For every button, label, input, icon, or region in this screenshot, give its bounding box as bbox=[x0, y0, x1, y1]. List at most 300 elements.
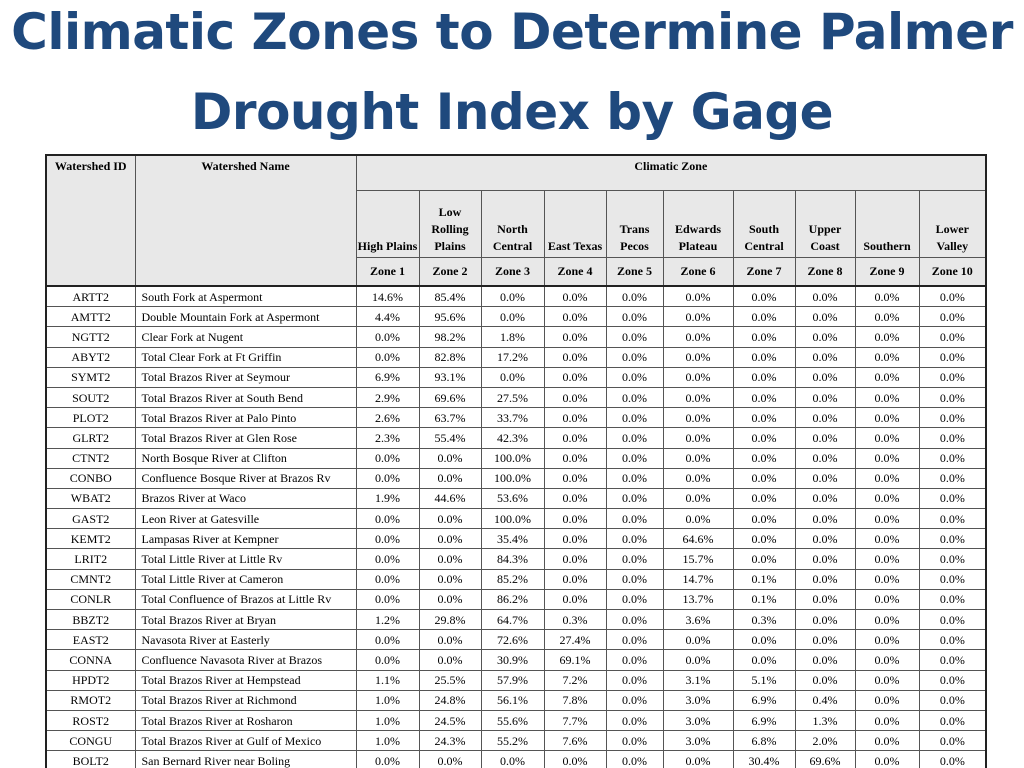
zone-percent-cell: 57.9% bbox=[481, 670, 544, 690]
zone-percent-cell: 0.0% bbox=[919, 690, 986, 710]
zone-percent-cell: 0.0% bbox=[606, 468, 663, 488]
zone-percent-cell: 0.0% bbox=[663, 650, 733, 670]
zone-percent-cell: 24.3% bbox=[419, 731, 481, 751]
zone-number-header: Zone 1 bbox=[356, 258, 419, 287]
zone-percent-cell: 0.0% bbox=[919, 448, 986, 468]
zone-percent-cell: 0.4% bbox=[795, 690, 855, 710]
zone-percent-cell: 0.0% bbox=[606, 710, 663, 730]
zone-percent-cell: 69.1% bbox=[544, 650, 606, 670]
zone-percent-cell: 0.0% bbox=[356, 347, 419, 367]
table-row bbox=[46, 387, 986, 407]
zone-name-header: North Central bbox=[481, 191, 544, 258]
watershed-name-cell: Confluence Bosque River at Brazos Rv bbox=[135, 468, 356, 488]
zone-percent-cell: 5.1% bbox=[733, 670, 795, 690]
zone-percent-cell: 1.3% bbox=[795, 710, 855, 730]
table-row bbox=[46, 529, 986, 549]
table-row bbox=[46, 286, 986, 307]
zone-percent-cell: 0.0% bbox=[419, 650, 481, 670]
zone-percent-cell: 0.0% bbox=[606, 327, 663, 347]
zone-percent-cell: 82.8% bbox=[419, 347, 481, 367]
zone-name-header: Southern bbox=[855, 191, 919, 258]
zone-percent-cell: 0.0% bbox=[733, 529, 795, 549]
watershed-id-cell: BBZT2 bbox=[46, 610, 135, 630]
zone-percent-cell: 0.0% bbox=[855, 509, 919, 529]
watershed-id-cell: HPDT2 bbox=[46, 670, 135, 690]
zone-name-header: Edwards Plateau bbox=[663, 191, 733, 258]
zone-percent-cell: 4.4% bbox=[356, 307, 419, 327]
zone-percent-cell: 6.9% bbox=[733, 690, 795, 710]
zone-percent-cell: 0.0% bbox=[356, 529, 419, 549]
zone-percent-cell: 0.0% bbox=[544, 509, 606, 529]
watershed-id-cell: CONLR bbox=[46, 589, 135, 609]
zone-percent-cell: 0.0% bbox=[606, 690, 663, 710]
zone-percent-cell: 1.1% bbox=[356, 670, 419, 690]
watershed-name-cell: North Bosque River at Clifton bbox=[135, 448, 356, 468]
zone-percent-cell: 100.0% bbox=[481, 509, 544, 529]
zone-percent-cell: 0.0% bbox=[855, 347, 919, 367]
zone-percent-cell: 0.0% bbox=[733, 488, 795, 508]
zone-percent-cell: 6.9% bbox=[733, 710, 795, 730]
zone-percent-cell: 0.0% bbox=[855, 569, 919, 589]
zone-percent-cell: 0.0% bbox=[919, 650, 986, 670]
zone-percent-cell: 0.0% bbox=[855, 690, 919, 710]
zone-percent-cell: 0.0% bbox=[544, 549, 606, 569]
zone-percent-cell: 0.0% bbox=[919, 549, 986, 569]
zone-percent-cell: 0.0% bbox=[544, 488, 606, 508]
zone-percent-cell: 0.0% bbox=[795, 509, 855, 529]
zone-percent-cell: 0.0% bbox=[795, 488, 855, 508]
zone-percent-cell: 0.0% bbox=[795, 650, 855, 670]
watershed-name-cell: San Bernard River near Boling bbox=[135, 751, 356, 768]
zone-percent-cell: 2.0% bbox=[795, 731, 855, 751]
watershed-id-cell: WBAT2 bbox=[46, 488, 135, 508]
zone-percent-cell: 0.0% bbox=[919, 428, 986, 448]
zone-percent-cell: 0.0% bbox=[606, 569, 663, 589]
zone-percent-cell: 0.0% bbox=[855, 367, 919, 387]
zone-percent-cell: 0.0% bbox=[733, 367, 795, 387]
zone-percent-cell: 1.8% bbox=[481, 327, 544, 347]
watershed-name-cell: Total Brazos River at Richmond bbox=[135, 690, 356, 710]
zone-percent-cell: 0.0% bbox=[795, 468, 855, 488]
zone-percent-cell: 55.4% bbox=[419, 428, 481, 448]
watershed-id-cell: GAST2 bbox=[46, 509, 135, 529]
zone-percent-cell: 0.0% bbox=[795, 630, 855, 650]
zone-percent-cell: 0.0% bbox=[606, 509, 663, 529]
zone-percent-cell: 3.0% bbox=[663, 690, 733, 710]
zone-percent-cell: 0.0% bbox=[606, 307, 663, 327]
zone-percent-cell: 27.4% bbox=[544, 630, 606, 650]
zone-percent-cell: 30.4% bbox=[733, 751, 795, 768]
zone-percent-cell: 0.0% bbox=[795, 347, 855, 367]
zone-percent-cell: 7.7% bbox=[544, 710, 606, 730]
watershed-name-cell: Navasota River at Easterly bbox=[135, 630, 356, 650]
table-row bbox=[46, 327, 986, 347]
table-header bbox=[46, 155, 986, 286]
zone-number-header: Zone 5 bbox=[606, 258, 663, 287]
watershed-id-cell: SOUT2 bbox=[46, 387, 135, 407]
zone-percent-cell: 0.0% bbox=[419, 569, 481, 589]
zone-percent-cell: 0.0% bbox=[795, 286, 855, 307]
zone-percent-cell: 0.0% bbox=[855, 387, 919, 407]
zone-percent-cell: 3.0% bbox=[663, 731, 733, 751]
zone-percent-cell: 0.0% bbox=[663, 286, 733, 307]
zone-percent-cell: 98.2% bbox=[419, 327, 481, 347]
zone-number-header: Zone 3 bbox=[481, 258, 544, 287]
zone-percent-cell: 0.0% bbox=[606, 529, 663, 549]
zone-percent-cell: 0.0% bbox=[919, 286, 986, 307]
zone-percent-cell: 0.0% bbox=[606, 549, 663, 569]
zone-percent-cell: 0.0% bbox=[663, 387, 733, 407]
table-row bbox=[46, 710, 986, 730]
zone-percent-cell: 85.4% bbox=[419, 286, 481, 307]
table-row bbox=[46, 428, 986, 448]
zone-percent-cell: 0.0% bbox=[733, 387, 795, 407]
zone-percent-cell: 0.0% bbox=[481, 286, 544, 307]
zone-percent-cell: 0.0% bbox=[419, 529, 481, 549]
zone-percent-cell: 0.0% bbox=[855, 650, 919, 670]
zone-percent-cell: 0.0% bbox=[663, 367, 733, 387]
zone-percent-cell: 0.0% bbox=[733, 509, 795, 529]
zone-percent-cell: 0.3% bbox=[733, 610, 795, 630]
watershed-name-cell: Total Little River at Little Rv bbox=[135, 549, 356, 569]
watershed-name-cell: Double Mountain Fork at Aspermont bbox=[135, 307, 356, 327]
zone-percent-cell: 1.0% bbox=[356, 690, 419, 710]
zone-percent-cell: 0.0% bbox=[855, 488, 919, 508]
table-row bbox=[46, 468, 986, 488]
zone-percent-cell: 0.0% bbox=[356, 327, 419, 347]
zone-percent-cell: 0.0% bbox=[855, 630, 919, 650]
zone-percent-cell: 0.0% bbox=[855, 286, 919, 307]
zone-percent-cell: 0.0% bbox=[919, 307, 986, 327]
zone-percent-cell: 35.4% bbox=[481, 529, 544, 549]
zone-percent-cell: 0.0% bbox=[419, 448, 481, 468]
zone-percent-cell: 0.0% bbox=[356, 650, 419, 670]
zone-percent-cell: 13.7% bbox=[663, 589, 733, 609]
zone-percent-cell: 24.8% bbox=[419, 690, 481, 710]
zone-percent-cell: 0.0% bbox=[919, 731, 986, 751]
table-row bbox=[46, 488, 986, 508]
zone-percent-cell: 0.0% bbox=[544, 468, 606, 488]
zone-percent-cell: 0.0% bbox=[544, 428, 606, 448]
watershed-name-cell: Total Brazos River at South Bend bbox=[135, 387, 356, 407]
table-row bbox=[46, 307, 986, 327]
zone-percent-cell: 86.2% bbox=[481, 589, 544, 609]
zone-percent-cell: 0.0% bbox=[855, 327, 919, 347]
watershed-id-cell: NGTT2 bbox=[46, 327, 135, 347]
zone-percent-cell: 0.0% bbox=[919, 710, 986, 730]
zone-percent-cell: 0.0% bbox=[663, 327, 733, 347]
zone-percent-cell: 69.6% bbox=[795, 751, 855, 768]
zone-percent-cell: 0.0% bbox=[663, 509, 733, 529]
watershed-name-cell: Total Clear Fork at Ft Griffin bbox=[135, 347, 356, 367]
zone-percent-cell: 69.6% bbox=[419, 387, 481, 407]
zone-percent-cell: 0.0% bbox=[356, 630, 419, 650]
table-row bbox=[46, 408, 986, 428]
zone-percent-cell: 0.0% bbox=[544, 589, 606, 609]
zone-percent-cell: 0.0% bbox=[606, 589, 663, 609]
watershed-name-cell: Brazos River at Waco bbox=[135, 488, 356, 508]
table-row bbox=[46, 509, 986, 529]
climatic-zone-table bbox=[45, 154, 987, 768]
zone-percent-cell: 0.0% bbox=[855, 751, 919, 768]
watershed-name-cell: Leon River at Gatesville bbox=[135, 509, 356, 529]
zone-name-header: Lower Valley bbox=[919, 191, 986, 258]
zone-percent-cell: 7.2% bbox=[544, 670, 606, 690]
zone-percent-cell: 0.0% bbox=[544, 307, 606, 327]
zone-percent-cell: 72.6% bbox=[481, 630, 544, 650]
zone-number-header: Zone 2 bbox=[419, 258, 481, 287]
table-row bbox=[46, 549, 986, 569]
table-row bbox=[46, 589, 986, 609]
watershed-id-cell: CTNT2 bbox=[46, 448, 135, 468]
zone-percent-cell: 0.0% bbox=[544, 286, 606, 307]
zone-percent-cell: 1.0% bbox=[356, 710, 419, 730]
zone-percent-cell: 0.0% bbox=[606, 347, 663, 367]
zone-percent-cell: 0.0% bbox=[544, 347, 606, 367]
zone-percent-cell: 0.0% bbox=[663, 347, 733, 367]
watershed-name-cell: Total Brazos River at Gulf of Mexico bbox=[135, 731, 356, 751]
zone-percent-cell: 17.2% bbox=[481, 347, 544, 367]
watershed-id-cell: GLRT2 bbox=[46, 428, 135, 448]
zone-percent-cell: 0.0% bbox=[663, 448, 733, 468]
zone-percent-cell: 29.8% bbox=[419, 610, 481, 630]
zone-name-header: South Central bbox=[733, 191, 795, 258]
zone-percent-cell: 0.0% bbox=[855, 710, 919, 730]
zone-percent-cell: 0.0% bbox=[855, 448, 919, 468]
zone-percent-cell: 93.1% bbox=[419, 367, 481, 387]
zone-percent-cell: 56.1% bbox=[481, 690, 544, 710]
zone-percent-cell: 0.0% bbox=[663, 468, 733, 488]
zone-percent-cell: 0.0% bbox=[733, 408, 795, 428]
zone-percent-cell: 0.0% bbox=[733, 347, 795, 367]
zone-percent-cell: 0.0% bbox=[356, 549, 419, 569]
zone-percent-cell: 0.1% bbox=[733, 589, 795, 609]
zone-percent-cell: 0.0% bbox=[795, 529, 855, 549]
zone-name-header: High Plains bbox=[356, 191, 419, 258]
zone-percent-cell: 0.0% bbox=[733, 428, 795, 448]
zone-percent-cell: 0.0% bbox=[855, 428, 919, 448]
zone-percent-cell: 14.7% bbox=[663, 569, 733, 589]
zone-percent-cell: 0.0% bbox=[795, 569, 855, 589]
zone-percent-cell: 85.2% bbox=[481, 569, 544, 589]
watershed-id-cell: CONGU bbox=[46, 731, 135, 751]
zone-name-header: East Texas bbox=[544, 191, 606, 258]
zone-percent-cell: 0.0% bbox=[544, 448, 606, 468]
zone-percent-cell: 0.0% bbox=[606, 367, 663, 387]
zone-percent-cell: 63.7% bbox=[419, 408, 481, 428]
zone-percent-cell: 0.0% bbox=[419, 589, 481, 609]
table-row bbox=[46, 751, 986, 768]
zone-percent-cell: 0.0% bbox=[795, 549, 855, 569]
watershed-name-cell: Clear Fork at Nugent bbox=[135, 327, 356, 347]
zone-percent-cell: 3.1% bbox=[663, 670, 733, 690]
page-title bbox=[0, 0, 1024, 152]
zone-percent-cell: 2.6% bbox=[356, 408, 419, 428]
zone-percent-cell: 100.0% bbox=[481, 448, 544, 468]
zone-percent-cell: 0.0% bbox=[733, 630, 795, 650]
zone-percent-cell: 0.0% bbox=[795, 589, 855, 609]
table-row bbox=[46, 731, 986, 751]
zone-percent-cell: 7.8% bbox=[544, 690, 606, 710]
zone-percent-cell: 0.0% bbox=[919, 408, 986, 428]
zone-percent-cell: 0.0% bbox=[606, 428, 663, 448]
zone-percent-cell: 0.0% bbox=[855, 307, 919, 327]
zone-percent-cell: 0.0% bbox=[544, 529, 606, 549]
zone-percent-cell: 84.3% bbox=[481, 549, 544, 569]
zone-percent-cell: 0.0% bbox=[795, 408, 855, 428]
zone-percent-cell: 0.0% bbox=[544, 387, 606, 407]
title-line-2: Drought Index by Gage bbox=[190, 83, 834, 141]
table-row bbox=[46, 347, 986, 367]
zone-percent-cell: 0.0% bbox=[606, 670, 663, 690]
zone-percent-cell: 2.9% bbox=[356, 387, 419, 407]
zone-percent-cell: 0.0% bbox=[356, 448, 419, 468]
zone-percent-cell: 0.0% bbox=[795, 327, 855, 347]
zone-number-header: Zone 4 bbox=[544, 258, 606, 287]
watershed-name-cell: South Fork at Aspermont bbox=[135, 286, 356, 307]
zone-percent-cell: 0.0% bbox=[481, 367, 544, 387]
zone-percent-cell: 0.0% bbox=[733, 448, 795, 468]
zone-percent-cell: 24.5% bbox=[419, 710, 481, 730]
zone-percent-cell: 0.0% bbox=[544, 569, 606, 589]
zone-number-header: Zone 10 bbox=[919, 258, 986, 287]
zone-percent-cell: 0.0% bbox=[544, 408, 606, 428]
zone-percent-cell: 0.0% bbox=[663, 630, 733, 650]
zone-name-header: Trans Pecos bbox=[606, 191, 663, 258]
header-climatic-zone: Climatic Zone bbox=[356, 155, 986, 191]
zone-name-header: Low Rolling Plains bbox=[419, 191, 481, 258]
zone-percent-cell: 0.0% bbox=[356, 589, 419, 609]
watershed-id-cell: ARTT2 bbox=[46, 286, 135, 307]
zone-percent-cell: 0.0% bbox=[855, 468, 919, 488]
header-watershed-name: Watershed Name bbox=[135, 155, 356, 286]
zone-percent-cell: 2.3% bbox=[356, 428, 419, 448]
watershed-name-cell: Total Brazos River at Rosharon bbox=[135, 710, 356, 730]
table-row bbox=[46, 650, 986, 670]
watershed-id-cell: LRIT2 bbox=[46, 549, 135, 569]
table-row bbox=[46, 690, 986, 710]
watershed-id-cell: CONBO bbox=[46, 468, 135, 488]
zone-percent-cell: 0.0% bbox=[855, 549, 919, 569]
zone-percent-cell: 0.0% bbox=[606, 751, 663, 768]
zone-percent-cell: 0.0% bbox=[919, 387, 986, 407]
watershed-id-cell: BOLT2 bbox=[46, 751, 135, 768]
zone-percent-cell: 0.0% bbox=[795, 367, 855, 387]
zone-percent-cell: 0.0% bbox=[544, 751, 606, 768]
zone-percent-cell: 6.8% bbox=[733, 731, 795, 751]
table-row bbox=[46, 448, 986, 468]
watershed-name-cell: Total Confluence of Brazos at Little Rv bbox=[135, 589, 356, 609]
zone-percent-cell: 0.0% bbox=[606, 387, 663, 407]
zone-percent-cell: 0.0% bbox=[481, 307, 544, 327]
zone-number-header: Zone 7 bbox=[733, 258, 795, 287]
table-row bbox=[46, 367, 986, 387]
zone-percent-cell: 0.0% bbox=[733, 650, 795, 670]
watershed-id-cell: EAST2 bbox=[46, 630, 135, 650]
zone-percent-cell: 0.0% bbox=[733, 286, 795, 307]
zone-percent-cell: 0.0% bbox=[481, 751, 544, 768]
zone-percent-cell: 100.0% bbox=[481, 468, 544, 488]
zone-percent-cell: 0.0% bbox=[356, 569, 419, 589]
table-row bbox=[46, 630, 986, 650]
zone-percent-cell: 0.0% bbox=[544, 367, 606, 387]
zone-percent-cell: 0.3% bbox=[544, 610, 606, 630]
zone-percent-cell: 0.0% bbox=[606, 488, 663, 508]
zone-number-header: Zone 6 bbox=[663, 258, 733, 287]
zone-percent-cell: 0.0% bbox=[795, 670, 855, 690]
zone-percent-cell: 0.0% bbox=[919, 347, 986, 367]
zone-percent-cell: 0.0% bbox=[733, 468, 795, 488]
table-row bbox=[46, 670, 986, 690]
zone-percent-cell: 0.0% bbox=[419, 468, 481, 488]
watershed-name-cell: Total Brazos River at Hempstead bbox=[135, 670, 356, 690]
table-body bbox=[46, 286, 986, 768]
zone-number-header: Zone 8 bbox=[795, 258, 855, 287]
zone-percent-cell: 0.0% bbox=[606, 630, 663, 650]
zone-percent-cell: 0.0% bbox=[795, 387, 855, 407]
zone-percent-cell: 15.7% bbox=[663, 549, 733, 569]
zone-percent-cell: 0.0% bbox=[855, 731, 919, 751]
zone-percent-cell: 0.0% bbox=[663, 488, 733, 508]
zone-percent-cell: 0.0% bbox=[356, 751, 419, 768]
zone-percent-cell: 0.0% bbox=[795, 307, 855, 327]
watershed-name-cell: Total Brazos River at Glen Rose bbox=[135, 428, 356, 448]
zone-percent-cell: 1.0% bbox=[356, 731, 419, 751]
zone-percent-cell: 1.9% bbox=[356, 488, 419, 508]
zone-percent-cell: 0.0% bbox=[919, 670, 986, 690]
climatic-zone-table-container bbox=[45, 154, 985, 768]
watershed-name-cell: Total Brazos River at Palo Pinto bbox=[135, 408, 356, 428]
watershed-id-cell: ROST2 bbox=[46, 710, 135, 730]
zone-percent-cell: 0.0% bbox=[733, 307, 795, 327]
watershed-name-cell: Total Little River at Cameron bbox=[135, 569, 356, 589]
zone-percent-cell: 25.5% bbox=[419, 670, 481, 690]
zone-percent-cell: 0.0% bbox=[919, 468, 986, 488]
zone-percent-cell: 64.6% bbox=[663, 529, 733, 549]
watershed-name-cell: Total Brazos River at Seymour bbox=[135, 367, 356, 387]
zone-percent-cell: 0.0% bbox=[663, 408, 733, 428]
zone-percent-cell: 0.0% bbox=[606, 731, 663, 751]
zone-percent-cell: 0.0% bbox=[606, 610, 663, 630]
zone-percent-cell: 0.0% bbox=[919, 569, 986, 589]
zone-percent-cell: 0.0% bbox=[733, 549, 795, 569]
zone-percent-cell: 3.0% bbox=[663, 710, 733, 730]
zone-percent-cell: 6.9% bbox=[356, 367, 419, 387]
watershed-id-cell: ABYT2 bbox=[46, 347, 135, 367]
watershed-id-cell: RMOT2 bbox=[46, 690, 135, 710]
zone-percent-cell: 0.1% bbox=[733, 569, 795, 589]
watershed-name-cell: Confluence Navasota River at Brazos bbox=[135, 650, 356, 670]
zone-percent-cell: 0.0% bbox=[855, 610, 919, 630]
table-row bbox=[46, 610, 986, 630]
zone-percent-cell: 42.3% bbox=[481, 428, 544, 448]
watershed-id-cell: CMNT2 bbox=[46, 569, 135, 589]
zone-percent-cell: 33.7% bbox=[481, 408, 544, 428]
zone-percent-cell: 27.5% bbox=[481, 387, 544, 407]
zone-percent-cell: 55.2% bbox=[481, 731, 544, 751]
watershed-id-cell: KEMT2 bbox=[46, 529, 135, 549]
zone-percent-cell: 0.0% bbox=[606, 650, 663, 670]
zone-percent-cell: 0.0% bbox=[919, 630, 986, 650]
zone-percent-cell: 0.0% bbox=[606, 448, 663, 468]
zone-percent-cell: 0.0% bbox=[356, 468, 419, 488]
watershed-id-cell: PLOT2 bbox=[46, 408, 135, 428]
zone-percent-cell: 0.0% bbox=[855, 670, 919, 690]
zone-percent-cell: 0.0% bbox=[606, 286, 663, 307]
zone-percent-cell: 0.0% bbox=[419, 751, 481, 768]
zone-percent-cell: 0.0% bbox=[919, 610, 986, 630]
zone-percent-cell: 0.0% bbox=[795, 428, 855, 448]
